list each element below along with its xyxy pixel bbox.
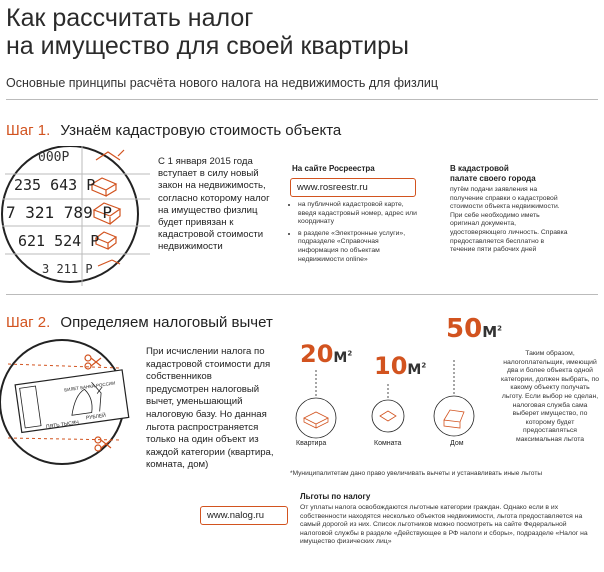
deduction-house-sup: 2 [497, 324, 502, 333]
page-subtitle: Основные принципы расчёта нового налога на недвижимость для физлиц [6, 76, 439, 90]
dial-value-2: 235 643 Р [14, 176, 96, 194]
title-line-2: на имущество для своей квартиры [6, 32, 409, 60]
banknote-text-2: ПЯТЬ ТЫСЯЧ [45, 419, 80, 431]
benefits-text: От уплаты налога освобождаются льготные категории граждан. Однако если в их собственности находятся несколько объектов недвижимости, льгота предоставляется на самый дорогой из них. Список льготников можно посмотреть на сайте Федеральной налоговой службы в разделе «Действующее в РФ налоги и сборы», подразделе «Налог на имущество физических лиц» [300, 504, 588, 546]
deduction-room-value: 10 [374, 352, 408, 380]
step1-title: Узнаём кадастровую стоимость объекта [60, 122, 342, 139]
deduction-house-unit: М [482, 323, 498, 341]
rosreestr-item-1: • на публичной кадастровой карте, введя кадастровый номер, адрес или координату [298, 201, 418, 227]
dial-value-3: 7 321 789 Р [6, 203, 112, 222]
divider [6, 294, 598, 295]
step1-heading [6, 122, 341, 139]
rosreestr-list [290, 201, 418, 267]
step2-side-note: Таким образом, налогоплательщик, имеющий два и более объекта одной категории, должен выбрать, по какому объекту получать льготу. Если выбор не сделан, налоговая служба сама выберет имущество, по которому будет предоставляться максимальная льгота [500, 350, 600, 443]
step2-number: Шаг 2. [6, 314, 51, 331]
rosreestr-item-2: • в разделе «Электронные услуги», подразделе «Справочная информация по объектам недвижимости online» [298, 230, 418, 264]
deduction-apartment-value: 20 [300, 340, 334, 368]
banknote-icon [0, 336, 132, 468]
deduction-room-sup: 2 [421, 361, 427, 370]
chamber-heading-line2: палате своего города [450, 174, 536, 183]
deduction-room-label: Комната [374, 440, 402, 447]
deduction-apartment-unit: М [333, 350, 348, 366]
deduction-apartment-label: Квартира [296, 440, 327, 447]
deduction-pins-graphic [290, 330, 500, 440]
chamber-heading-line1: В кадастровой [450, 164, 509, 173]
benefits-heading: Льготы по налогу [300, 492, 371, 501]
chamber-heading [450, 164, 536, 184]
page-title [6, 4, 409, 60]
deduction-apartment-sup: 2 [347, 349, 353, 358]
title-line-1: Как рассчитать налог [6, 4, 254, 32]
chamber-text: путём подачи заявления на получение справки о кадастровой стоимости объекта недвижимости. При себе необходимо иметь оригинал документа, удостоверяющего личность. Справка предоставляется бесплатно в течение пяти рабочих дней [450, 186, 568, 254]
step2-description: При исчислении налога по кадастровой стоимости для собственников предусмотрен налоговый вычет, уменьшающий налоговую базу. Но данная льгота распространяется только на один объект из каждой категории (квартира, комната, дом) [146, 346, 274, 471]
step2-title: Определяем налоговый вычет [60, 314, 273, 331]
nalog-url[interactable]: www.nalog.ru [200, 506, 288, 525]
rosreestr-heading: На сайте Росреестра [292, 164, 375, 173]
dial-value-5: 3 211 Р [42, 262, 93, 276]
deduction-room-unit: М [407, 362, 422, 378]
deduction-house-value: 50 [446, 314, 483, 344]
dial-value-4: 621 524 Р [18, 232, 100, 250]
banknote-illustration [0, 336, 132, 468]
dial-value-1: 000Р [38, 150, 70, 165]
rosreestr-url[interactable]: www.rosreestr.ru [290, 178, 416, 197]
step2-heading [6, 314, 273, 331]
divider [6, 99, 598, 100]
step1-description: С 1 января 2015 года вступает в силу новый закон на недвижимость, согласно которому налог на имущество физлиц будет привязан к кадастровой стоимости недвижимости [158, 156, 270, 253]
banknote-text-3: РУБЛЕЙ [85, 412, 107, 422]
step1-number: Шаг 1. [6, 122, 51, 139]
banknote-text-1: БИЛЕТ БАНКА РОССИИ [63, 380, 116, 393]
deduction-house-label: Дом [450, 440, 464, 447]
footnote: *Муниципалитетам дано право увеличивать вычеты и устанавливать иные льготы [290, 470, 543, 477]
